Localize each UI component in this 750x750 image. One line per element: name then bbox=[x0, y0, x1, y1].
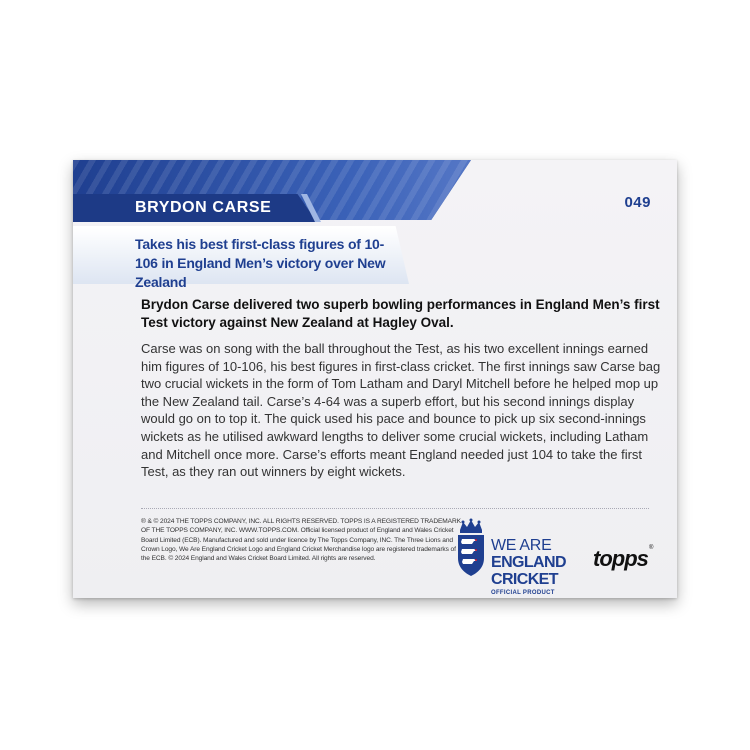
ecb-logo-line1: WE ARE bbox=[491, 537, 552, 554]
topps-logo: topps bbox=[593, 546, 648, 571]
player-name: BRYDON CARSE bbox=[135, 199, 272, 216]
card-subtitle: Takes his best first-class figures of 10-106 in England Men’s victory over New Zealand bbox=[135, 236, 386, 290]
body-paragraph: Carse was on song with the ball throughout the Test, as his two excellent innings earned him figures of 10-106, his best figures in first-class cricket. The first innings saw Carse bag two crucial wickets in the form of Tom Latham and Daryl Mitchell before he helped mop up the New Zealand tail. Carse’s 4-64 was a superb effort, but his second innings display would go on to top it. The quick used his pace and bounce to pick up six second-innings wickets as he utilised awkward lengths to deliver some crucial wickets, including Latham and Mitchell once more. Carse’s efforts meant England needed just 104 to take the first Test, as they ran out winners by eight wickets. bbox=[141, 341, 661, 480]
lead-paragraph: Brydon Carse delivered two superb bowling performances in England Men’s first Test victory against New Zealand at Hagley Oval. bbox=[141, 297, 660, 330]
three-lions-crown-icon bbox=[455, 518, 487, 578]
ecb-logo-line4: OFFICIAL PRODUCT bbox=[491, 590, 555, 596]
card-number: 049 bbox=[624, 194, 651, 211]
ecb-logo-line3: CRICKET bbox=[491, 571, 558, 588]
registered-mark: ® bbox=[649, 545, 654, 551]
ecb-logo-line2: ENGLAND bbox=[491, 554, 566, 571]
we-are-england-cricket-logo bbox=[491, 538, 566, 596]
trading-card-back bbox=[73, 160, 677, 598]
divider bbox=[141, 508, 649, 509]
legal-text: ® & © 2024 THE TOPPS COMPANY, INC. ALL RIGHTS RESERVED. TOPPS IS A REGISTERED TRADEMARK OF THE TOPPS COMPANY, INC. WWW.TOPPS.COM. Official licensed product of England and Wales Cricket Board Limited (ECB). Manufactured and sold under licence by The Topps Company, INC. The Three Lions and Crown Logo, We Are England Cricket Logo and England Cricket Merchandise logo are registered trademarks of the ECB. © 2024 England and Wales Cricket Board Limited. All rights are reserved. bbox=[141, 518, 461, 563]
